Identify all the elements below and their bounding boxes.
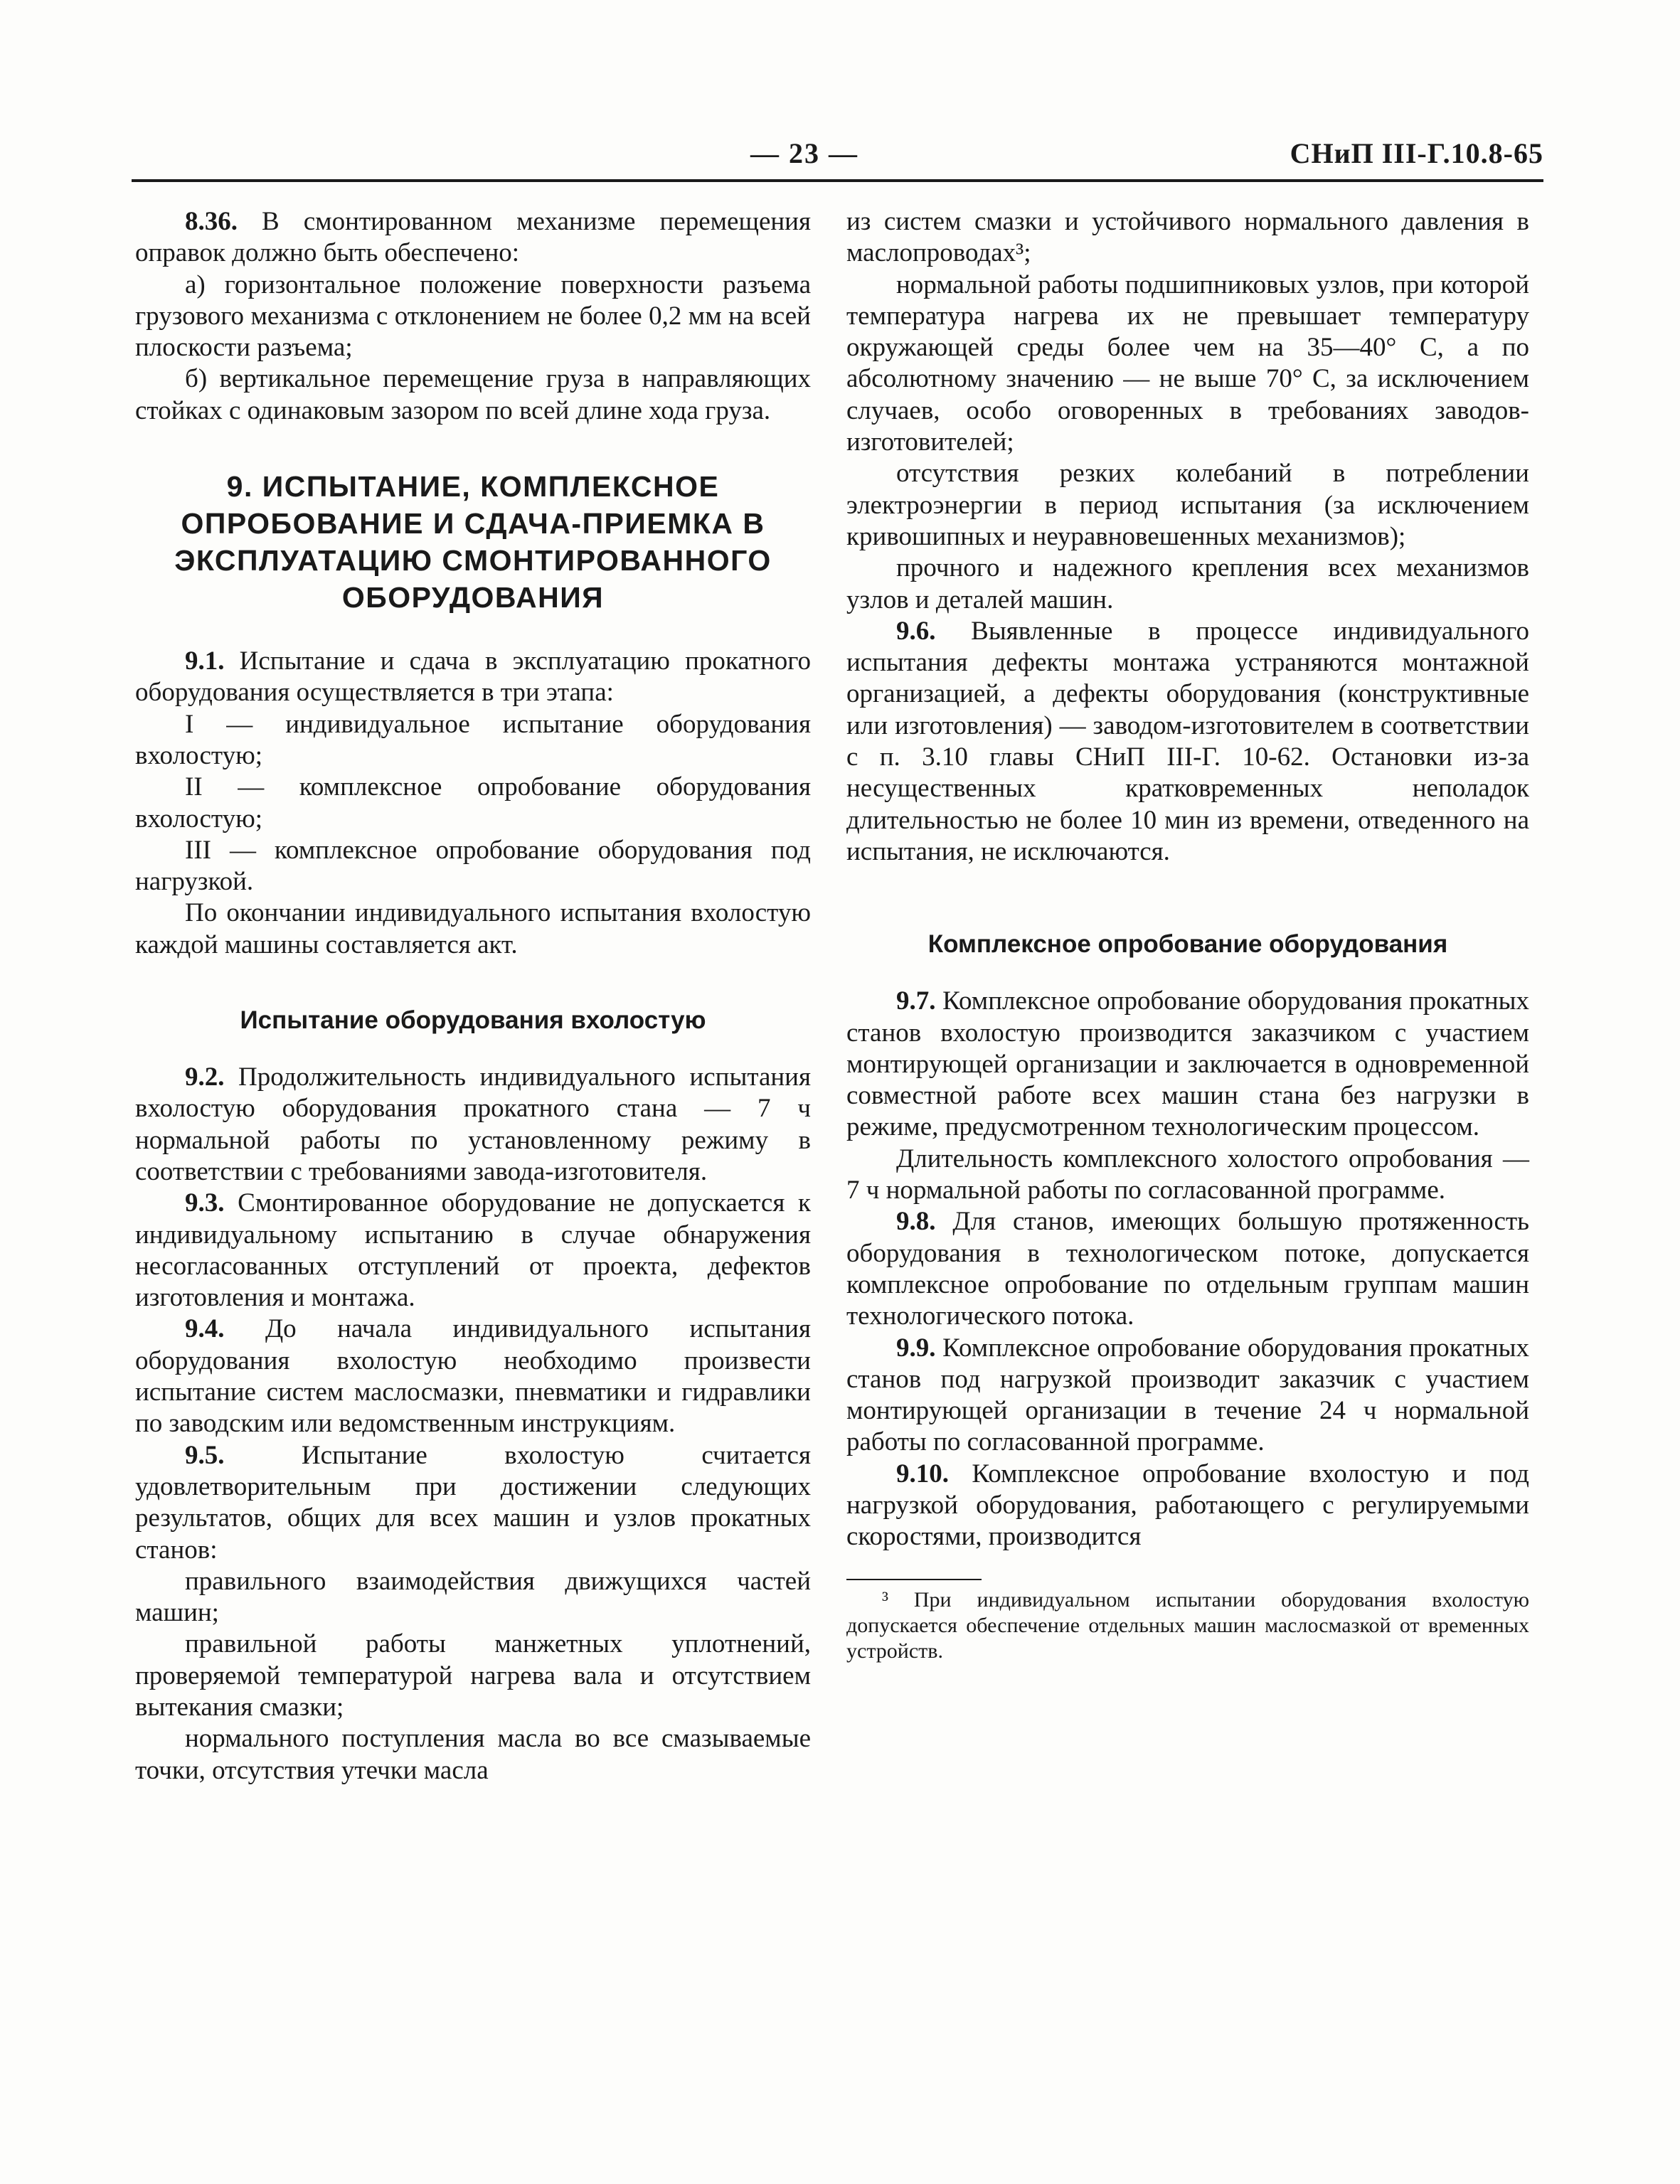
paragraph-9-2: 9.2. Продолжительность индивидуального испытания вхолостую оборудования прокатного стана — 7 ч нормальной работы по установленному режиму в соответствии с требованиями завода-изготовителя.: [135, 1062, 811, 1186]
paragraph-9-9: 9.9. Комплексное опробование оборудования прокатных станов под нагрузкой производит заказчик с участием монтирующей организации в течение 24 ч нормальной работы по согласованной программе.: [846, 1333, 1529, 1457]
paragraph-8-36-b: б) вертикальное перемещение груза в направляющих стойках с одинаковым зазором по всей длине хода груза.: [135, 364, 811, 425]
clause-number: 9.3.: [185, 1188, 225, 1218]
paragraph-9-5: 9.5. Испытание вхолостую считается удовлетворительным при достижении следующих результатов, общих для всех машин и узлов прокатных станов:: [135, 1440, 811, 1565]
paragraph-9-10: 9.10. Комплексное опробование вхолостую и под нагрузкой оборудования, работающего с регулируемыми скоростями, производится: [846, 1459, 1529, 1552]
paragraph-9-4: 9.4. До начала индивидуального испытания оборудования вхолостую необходимо произвести испытание систем маслосмазки, пневматики и гидравлики по заводским или ведомственным инструкциям.: [135, 1314, 811, 1439]
paragraph-9-7-duration: Длительность комплексного холостого опробования — 7 ч нормальной работы по согласованной программе.: [846, 1144, 1529, 1205]
clause-number: 9.6.: [896, 616, 936, 646]
footnote-text: ³ При индивидуальном испытании оборудования вхолостую допускается обеспечение отдельных машин маслосмазкой от временных устройств.: [846, 1587, 1529, 1663]
condition-c: нормального поступления масла во все смазываемые точки, отсутствия утечки масла: [135, 1724, 811, 1785]
clause-number: 9.1.: [185, 646, 225, 676]
clause-number: 9.5.: [185, 1440, 225, 1470]
paragraph-9-1: 9.1. Испытание и сдача в эксплуатацию прокатного оборудования осуществляется в три этапа:: [135, 646, 811, 708]
page-header: [132, 137, 1543, 179]
clause-number: 9.10.: [896, 1459, 949, 1488]
condition-f: прочного и надежного крепления всех механизмов узлов и деталей машин.: [846, 553, 1529, 614]
section-title: 9. ИСПЫТАНИЕ, КОМПЛЕКСНОЕ ОПРОБОВАНИЕ И СДАЧА-ПРИЕМКА В ЭКСПЛУАТАЦИЮ СМОНТИРОВАННОГО ОБОРУДОВАНИЯ: [174, 470, 772, 614]
clause-number: 9.8.: [896, 1207, 936, 1237]
header-rule: [132, 179, 1543, 182]
stage-3: III — комплексное опробование оборудования под нагрузкой.: [135, 835, 811, 897]
paragraph-9-3: 9.3. Смонтированное оборудование не допускается к индивидуальному испытанию в случае обнаружения несогласованных отступлений от проекта, дефектов изготовления и монтажа.: [135, 1188, 811, 1313]
paragraph-9-7: 9.7. Комплексное опробование оборудования прокатных станов вхолостую производится заказчиком с участием монтирующей организации и заключается в одновременной совместной работе всех машин стана без нагрузки в режиме, предусмотренном технологическим процессом.: [846, 986, 1529, 1142]
right-column: [846, 206, 1529, 1664]
footnote: [846, 1587, 1529, 1664]
clause-number: 9.2.: [185, 1062, 225, 1092]
page-number: — 23 —: [750, 137, 858, 169]
stage-1: I — индивидуальное испытание оборудования вхолостую;: [135, 709, 811, 770]
paragraph-9-6: 9.6. Выявленные в процессе индивидуального испытания дефекты монтажа устраняются монтажной организацией, а дефекты оборудования (конструктивные или изготовления) — заводом-изготовителем в соответствии с п. 3.10 главы СНиП III-Г. 10-62. Остановки из-за несущественных кратковременных неполадок длительностью не более 10 мин из времени, отведенного на испытания, не исключаются.: [846, 616, 1529, 866]
clause-number: 9.9.: [896, 1333, 936, 1363]
stage-2: II — комплексное опробование оборудования вхолостую;: [135, 772, 811, 833]
paragraph-8-36-a: а) горизонтальное положение поверхности разъема грузового механизма с отклонением не более 0,2 мм на всей плоскости разъема;: [135, 270, 811, 363]
condition-e: отсутствия резких колебаний в потреблении электроэнергии в период испытания (за исключением кривошипных и неуравновешенных механизмов);: [846, 459, 1529, 551]
condition-c-continued: из систем смазки и устойчивого нормального давления в маслопроводах³;: [846, 207, 1529, 268]
condition-a: правильного взаимодействия движущихся частей машин;: [135, 1566, 811, 1628]
condition-b: правильной работы манжетных уплотнений, проверяемой температурой нагрева вала и отсутствием вытекания смазки;: [135, 1629, 811, 1722]
condition-d: нормальной работы подшипниковых узлов, при которой температура нагрева их не превышает температуру окружающей среды более чем на 35—40° С, а по абсолютному значению — не выше 70° С, за исключением случаев, особо оговоренных в требованиях заводов-изготовителей;: [846, 270, 1529, 457]
footnote-rule: [846, 1579, 982, 1580]
paragraph-9-1-end: По окончании индивидуального испытания вхолостую каждой машины составляется акт.: [135, 898, 811, 959]
clause-number: 9.4.: [185, 1314, 225, 1344]
clause-number: 8.36.: [185, 207, 238, 236]
clause-number: 9.7.: [896, 986, 936, 1016]
left-column: [135, 206, 811, 1786]
subheading-idle-test: Испытание оборудования вхолостую: [240, 1006, 706, 1035]
subheading-complex-test: Комплексное опробование оборудования: [927, 930, 1448, 959]
paragraph-9-8: 9.8. Для станов, имеющих большую протяженность оборудования в технологическом потоке, допускается комплексное опробование по отдельным группам машин технологического потока.: [846, 1207, 1529, 1331]
document-code: СНиП III-Г.10.8-65: [1290, 137, 1543, 169]
paragraph-8-36: 8.36. В смонтированном механизме перемещения оправок должно быть обеспечено:: [135, 207, 811, 268]
